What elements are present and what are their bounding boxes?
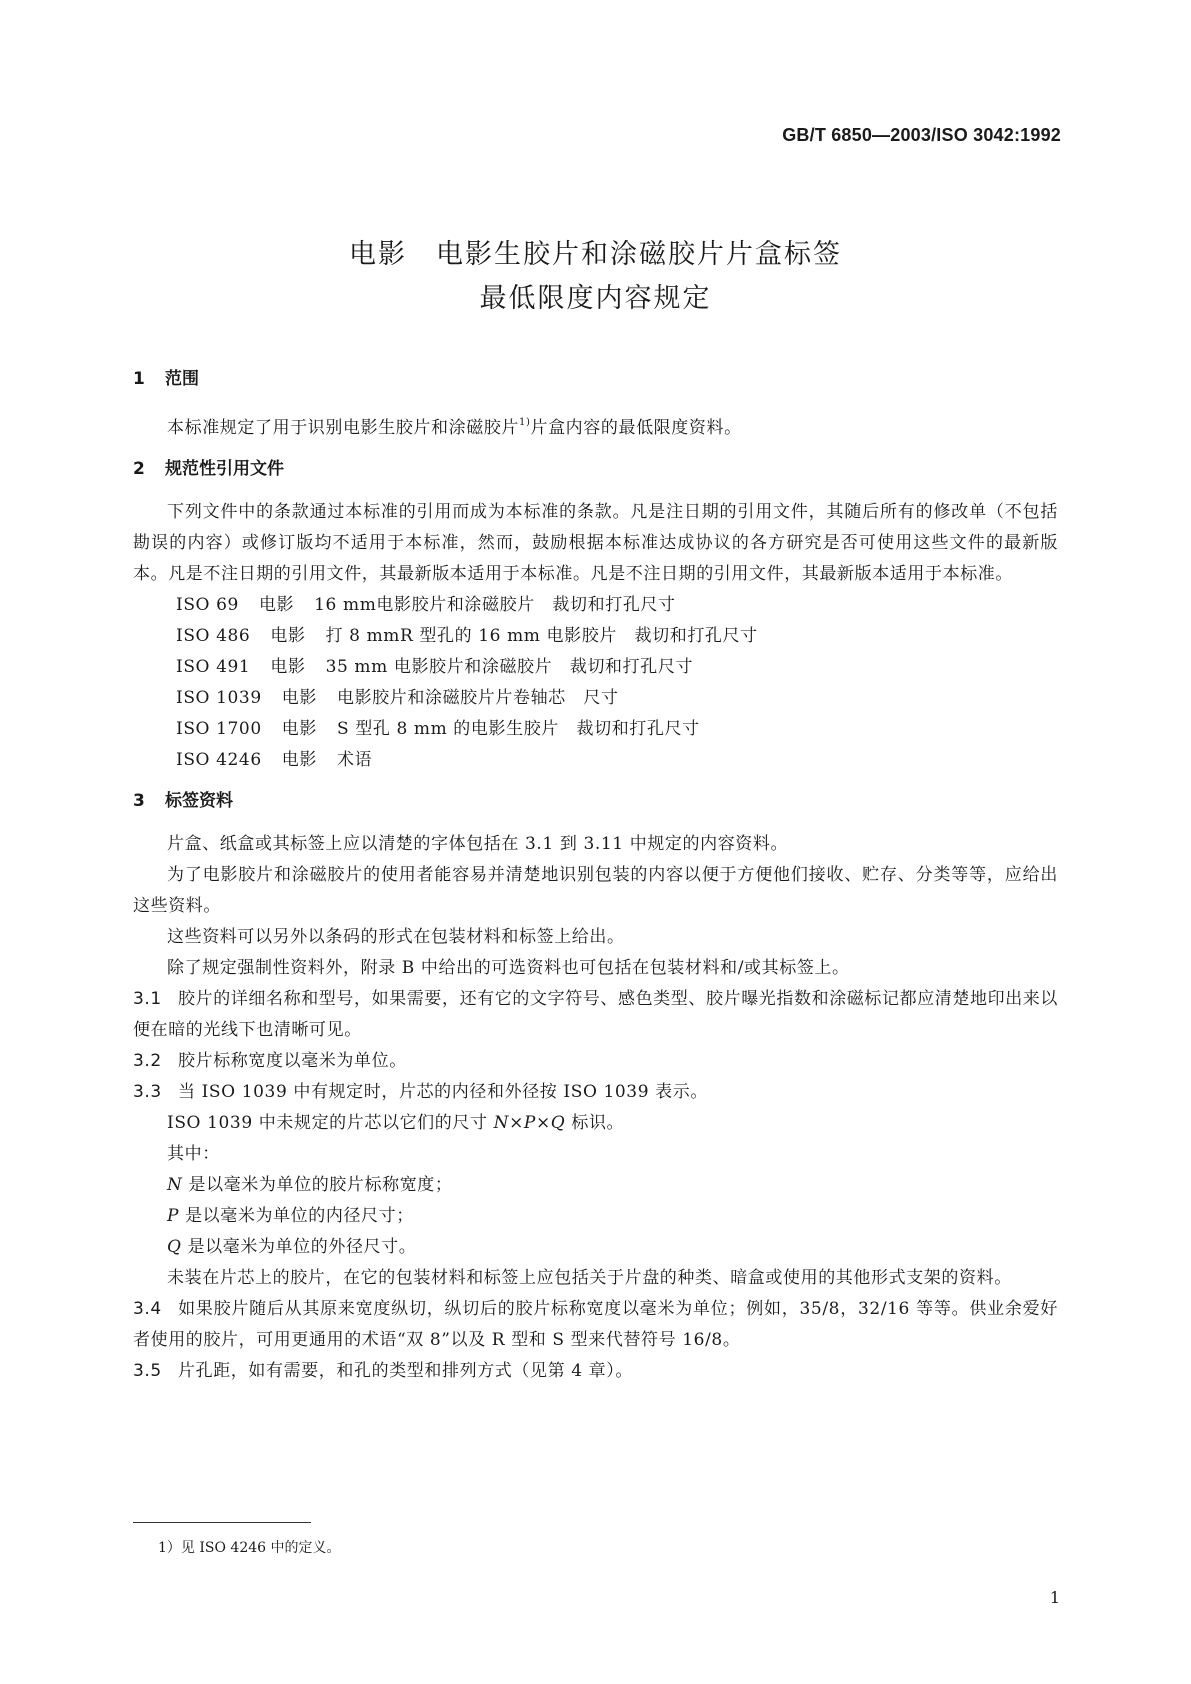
- definition-q: Q 是以毫米为单位的外径尺寸。: [167, 1237, 417, 1257]
- section-1-paragraph: 本标准规定了用于识别电影生胶片和涂磁胶片$^{1)}$片盒内容的最低限度资料。: [167, 417, 742, 438]
- title-line-2: 最低限度内容规定: [479, 283, 712, 314]
- clause-3-3-core-size: ISO 1039 中未规定的片芯以它们的尺寸 N×P×Q 标识。: [167, 1113, 625, 1133]
- standard-code: GB/T 6850—2003/ISO 3042:1992: [782, 125, 1061, 145]
- section-1-heading: 1 范围: [133, 369, 199, 389]
- clause-3-3-where: 其中：: [167, 1144, 220, 1164]
- clause-3-5: 3.5 片孔距，如有需要，和孔的类型和排列方式（见第 4 章）。: [133, 1361, 633, 1381]
- clause-3-4: 3.4 如果胶片随后从其原来宽度纵切，纵切后的胶片标称宽度以毫米为单位；例如，35/8，32/16 等等。供业余爱好者使用的胶片，可用更通用的术语“双 8”以及 R 型和 S 型来代替符号 16/8。: [133, 1299, 1058, 1350]
- footnote-marker: 1): [519, 417, 531, 428]
- section-3-paragraph: 片盒、纸盒或其标签上应以清楚的字体包括在 3.1 到 3.11 中规定的内容资料。: [167, 834, 789, 854]
- reference-item: ISO 4246 电影 术语: [176, 750, 373, 770]
- reference-item: ISO 1039 电影 电影胶片和涂磁胶片片卷轴芯 尺寸: [176, 688, 619, 708]
- clause-3-2: 3.2 胶片标称宽度以毫米为单位。: [133, 1051, 407, 1071]
- reference-item: ISO 486 电影 打 8 mmR 型孔的 16 mm 电影胶片 裁切和打孔尺寸: [176, 626, 758, 646]
- footnote-divider: [133, 1522, 311, 1523]
- reference-item: ISO 491 电影 35 mm 电影胶片和涂磁胶片 裁切和打孔尺寸: [176, 657, 694, 677]
- reference-item: ISO 69 电影 16 mm电影胶片和涂磁胶片 裁切和打孔尺寸: [176, 595, 676, 615]
- section-3-paragraph: 除了规定强制性资料外，附录 B 中给出的可选资料也可包括在包装材料和/或其标签上。: [167, 958, 850, 978]
- footnote: 1）见 ISO 4246 中的定义。: [158, 1540, 341, 1556]
- reference-item: ISO 1700 电影 S 型孔 8 mm 的电影生胶片 裁切和打孔尺寸: [176, 719, 700, 739]
- section-2-intro: 下列文件中的条款通过本标准的引用而成为本标准的条款。凡是注日期的引用文件，其随后所有的修改单（不包括勘误的内容）或修订版均不适用于本标准，然而，鼓励根据本标准达成协议的各方研究是否可使用这些文件的最新版本。凡是不注日期的引用文件，其最新版本适用于本标准。凡是不注日期的引用文件，其最新版本适用于本标准。: [133, 502, 1058, 584]
- section-3-paragraph: 为了电影胶片和涂磁胶片的使用者能容易并清楚地识别包装的内容以便于方便他们接收、贮存、分类等等，应给出这些资料。: [133, 865, 1058, 916]
- section-2-heading: 2 规范性引用文件: [133, 459, 284, 479]
- page-number: 1: [1049, 1588, 1060, 1607]
- section-3-paragraph: 这些资料可以另外以条码的形式在包装材料和标签上给出。: [167, 927, 625, 947]
- clause-3-1: 3.1 胶片的详细名称和型号，如果需要，还有它的文字符号、感色类型、胶片曝光指数和涂磁标记都应清楚地印出来以便在暗的光线下也清晰可见。: [133, 989, 1058, 1040]
- definition-n: N 是以毫米为单位的胶片标称宽度；: [167, 1175, 453, 1195]
- section-3-heading: 3 标签资料: [133, 791, 233, 811]
- definition-p: P 是以毫米为单位的内径尺寸；: [167, 1206, 414, 1226]
- clause-3-3: 3.3 当 ISO 1039 中有规定时，片芯的内径和外径按 ISO 1039 表示。: [133, 1082, 708, 1102]
- clause-3-3-paragraph: 未装在片芯上的胶片，在它的包装材料和标签上应包括关于片盘的种类、暗盒或使用的其他形式支架的资料。: [167, 1268, 1012, 1288]
- document-body: [133, 364, 1058, 1387]
- title-line-1: 电影 电影生胶片和涂磁胶片片盒标签: [349, 239, 842, 270]
